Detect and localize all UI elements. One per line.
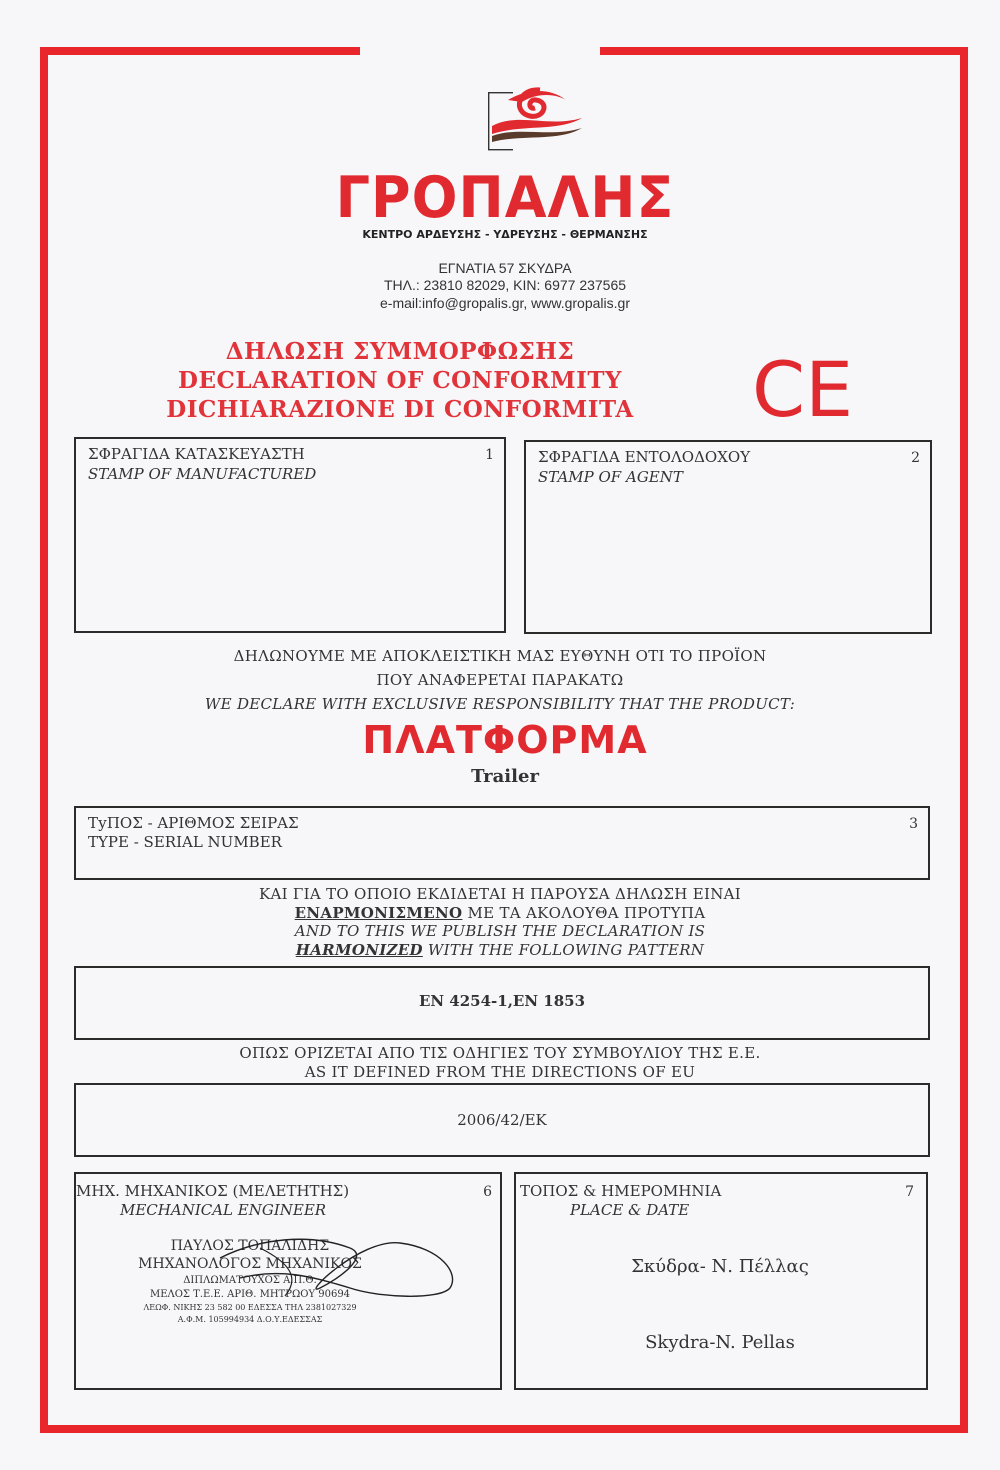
engineer-greek: ΜΗΧ. ΜΗΧΑΝΙΚΟΣ (ΜΕΛΕΤΗΤΗΣ) xyxy=(76,1182,350,1200)
standards-value: EN 4254-1,EN 1853 xyxy=(418,992,586,1010)
engineer-stamp-line1: ΔΙΠΛΩΜΑΤΟΥΧΟΣ Α.Π.Θ. xyxy=(183,1275,317,1286)
type-serial-box xyxy=(74,806,930,880)
declare-greek-line2: ΠΟΥ ΑΝΑΦΕΡΕΤΑΙ ΠΑΡΑΚΑΤΩ xyxy=(376,671,624,689)
directive-box xyxy=(74,1083,930,1157)
engineer-stamp-name: ΠΑΥΛΟΣ ΤΟΠΑΛΙΔΗΣ xyxy=(170,1238,330,1254)
engineer-stamp-title: ΜΗΧΑΝΟΛΟΓΟΣ ΜΗΧΑΝΙΚΟΣ xyxy=(138,1256,362,1272)
harmonized-english-line2 xyxy=(90,941,910,959)
stamp-agent-greek: ΣΦΡΑΓΙΔΑ ΕΝΤΟΛΟΔΟΧΟΥ xyxy=(538,448,751,466)
type-serial-english: TYPE - SERIAL NUMBER xyxy=(88,833,282,851)
directive-greek: ΟΠΩΣ ΟΡΙΖΕΤΑΙ ΑΠΟ ΤΙΣ ΟΔΗΓΙΕΣ ΤΟΥ ΣΥΜΒΟΥΛΙΟΥ ΤΗΣ Ε.Ε. xyxy=(239,1044,761,1062)
harmonized-greek-line2 xyxy=(90,904,910,922)
engineer-stamp-line2: ΜΕΛΟΣ Τ.Ε.Ε. ΑΡΙΘ. ΜΗΤΡΩΟΥ 90694 xyxy=(149,1289,351,1300)
title-english: DECLARATION OF CONFORMITY xyxy=(178,367,622,394)
harmonized-english-line1: AND TO THIS WE PUBLISH THE DECLARATION IS xyxy=(294,922,706,940)
harmonized-english-rest: WITH THE FOLLOWING PATTERN xyxy=(422,941,705,959)
type-serial-greek: ΤуΠΟΣ - ΑΡΙΘΜΟΣ ΣΕΙΡΑΣ xyxy=(88,814,299,832)
directive-english: AS IT DEFINED FROM THE DIRECTIONS OF EU xyxy=(304,1063,696,1081)
engineer-stamp-line4: Α.Φ.Μ. 105994934 Δ.Ο.Υ.ΕΔΕΣΣΑΣ xyxy=(177,1315,323,1324)
company-web: e-mail:info@gropalis.gr, www.gropalis.gr xyxy=(380,295,630,311)
directive-value: 2006/42/EK xyxy=(457,1111,547,1129)
stamp-agent-english: STAMP OF AGENT xyxy=(538,468,683,486)
engineer-number: 6 xyxy=(483,1184,492,1200)
stamp-agent-box xyxy=(524,440,932,634)
place-greek: Σκύδρα- Ν. Πέλλας xyxy=(631,1256,809,1277)
stamp-manufacturer-english: STAMP OF MANUFACTURED xyxy=(88,465,317,483)
company-phone: ΤΗΛ.: 23810 82029, ΚΙΝ: 6977 237565 xyxy=(383,277,627,293)
ce-mark: CE xyxy=(752,345,854,434)
declare-english: WE DECLARE WITH EXCLUSIVE RESPONSIBILITY THAT THE PRODUCT: xyxy=(204,695,796,713)
standards-box xyxy=(74,966,930,1040)
stamp-manufacturer-number: 1 xyxy=(485,447,494,463)
harmonized-english-emph: HARMONIZED xyxy=(295,941,423,959)
product-english: Trailer xyxy=(471,766,539,787)
product-name: ΠΛΑΤΦΟΡΜΑ xyxy=(362,718,648,762)
stamp-manufacturer-greek: ΣΦΡΑΓΙΔΑ ΚΑΤΑΣΚΕΥΑΣΤΗ xyxy=(88,445,305,463)
title-italian: DICHIARAZIONE DI CONFORMITA xyxy=(166,396,634,423)
company-name: ΓΡΟΠΑΛΗΣ xyxy=(335,164,675,231)
company-tagline: ΚΕΝΤΡΟ ΑΡΔΕΥΣΗΣ - ΥΔΡΕΥΣΗΣ - ΘΕΡΜΑΝΣΗΣ xyxy=(362,228,648,241)
wave-logo-icon xyxy=(478,82,588,154)
place-date-greek: ΤΟΠΟΣ & ΗΜΕΡΟΜΗΝΙΑ xyxy=(520,1182,722,1200)
harmonized-greek-line1: ΚΑΙ ΓΙΑ ΤΟ ΟΠΟΙΟ ΕΚΔΙΔΕΤΑΙ Η ΠΑΡΟΥΣΑ ΔΗΛΩΣΗ ΕΙΝΑΙ xyxy=(259,885,741,903)
company-address: ΕΓΝΑΤΙΑ 57 ΣΚΥΔΡΑ xyxy=(438,260,572,276)
place-date-number: 7 xyxy=(905,1184,914,1200)
place-date-box xyxy=(514,1172,928,1390)
stamp-agent-number: 2 xyxy=(911,450,920,466)
engineer-stamp-line3: ΛΕΩΦ. ΝΙΚΗΣ 23 582 00 ΕΔΕΣΣΑ ΤΗΛ 2381027329 xyxy=(143,1303,357,1312)
place-date-english: PLACE & DATE xyxy=(570,1201,690,1219)
engineer-english: MECHANICAL ENGINEER xyxy=(120,1201,327,1219)
title-greek: ΔΗΛΩΣΗ ΣΥΜΜΟΡΦΩΣΗΣ xyxy=(225,338,575,365)
harmonized-greek-emph: ΕΝΑΡΜΟΝΙΣΜΕΝΟ xyxy=(294,904,463,922)
type-serial-number: 3 xyxy=(909,816,918,832)
harmonized-greek-rest: ΜΕ ΤΑ ΑΚΟΛΟΥΘΑ ΠΡΟΤΥΠΑ xyxy=(462,904,706,922)
declare-greek-line1: ΔΗΛΩΝΟΥΜΕ ΜΕ ΑΠΟΚΛΕΙΣΤΙΚΗ ΜΑΣ ΕΥΘΥΝΗ ΟΤΙ ΤΟ ΠΡΟΪΟΝ xyxy=(233,647,767,665)
place-latin: Skydra-N. Pellas xyxy=(645,1332,795,1353)
frame-gap xyxy=(360,40,600,62)
stamp-manufacturer-box xyxy=(74,437,506,633)
engineer-signature xyxy=(200,1218,470,1318)
